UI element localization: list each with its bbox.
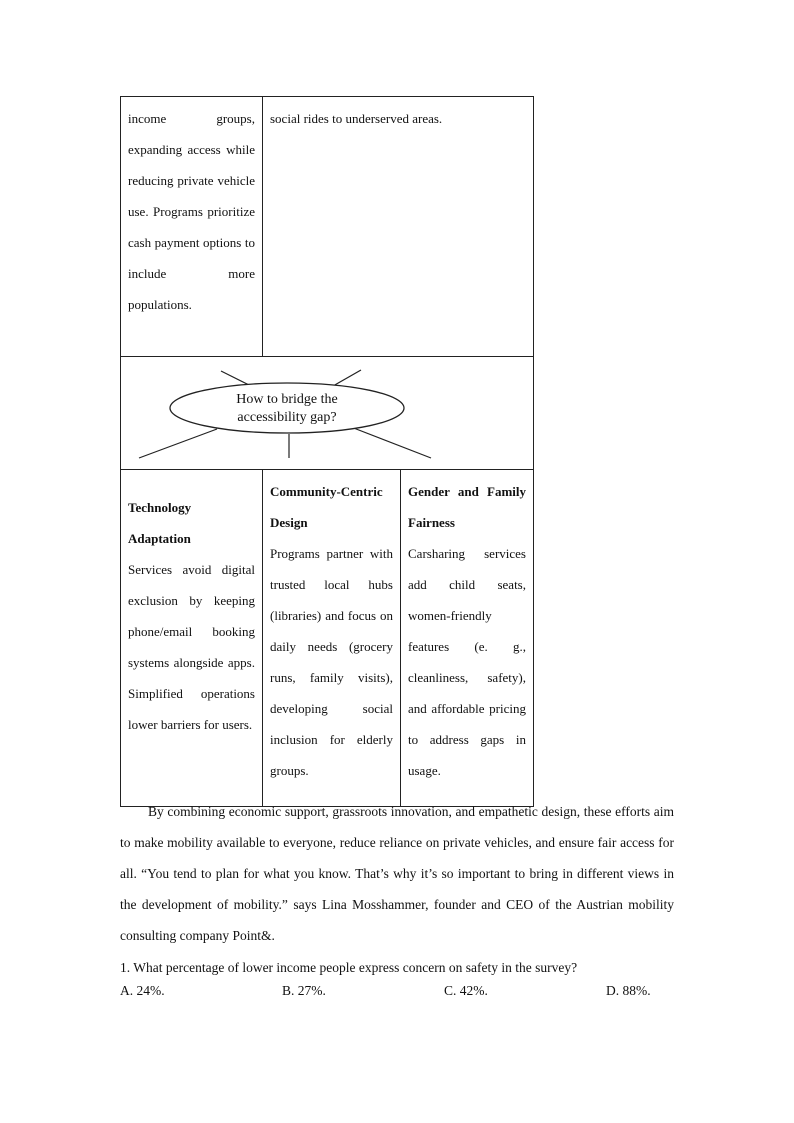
bubble-text-line1: How to bridge the: [236, 392, 338, 407]
table-row: [121, 470, 534, 807]
table-row: [121, 97, 534, 357]
table-row: [121, 357, 534, 470]
column-heading: Adaptation: [128, 531, 191, 546]
option-b: B. 27%.: [282, 983, 326, 998]
bubble-diagram: [121, 357, 534, 472]
column-body: Services avoid digital exclusion by keeping phone/email booking systems alongside apps. Simplified operations lower barriers for users.: [128, 562, 255, 732]
column-heading: Community-Centric Design: [270, 484, 383, 530]
question-text: 1. What percentage of lower income people express concern on safety in the survey?: [120, 960, 578, 975]
column-technology-adaptation: [121, 470, 263, 807]
column-gender-family-fairness: [401, 470, 534, 807]
column-body: Programs partner with trusted local hubs (libraries) and focus on daily needs (grocery runs, family visits), developing social inclusion for elderly groups.: [270, 546, 393, 778]
body-paragraph: By combining economic support, grassroots innovation, and empathetic design, these efforts aim to make mobility available to everyone, reduce reliance on private vehicles, and ensure fair access for all. “You tend to plan for what you know. That’s why it’s so important to bring in different views in the development of mobility.” says Lina Mosshammer, founder and CEO of the Austrian mobility consulting company Point&.: [120, 804, 674, 943]
accessibility-table: [120, 96, 534, 807]
column-heading: Technology: [128, 500, 192, 515]
bubble-text-line2: accessibility gap?: [237, 410, 337, 425]
spoke-line: [333, 370, 361, 386]
bubble-ellipse: [170, 383, 404, 433]
bubble-diagram-cell: [121, 357, 534, 470]
column-heading: Gender and Family Fairness: [408, 484, 526, 530]
option-a: A. 24%.: [120, 983, 165, 998]
table-cell-income-groups: income groups, expanding access while reducing private vehicle use. Programs prioritize cash payment options to include more populations.: [121, 97, 263, 357]
column-community-centric-design: [263, 470, 401, 807]
option-c: C. 42%.: [444, 983, 488, 998]
spoke-line: [351, 427, 431, 458]
spoke-line: [139, 429, 217, 458]
table-cell-social-rides: social rides to underserved areas.: [263, 97, 534, 357]
column-body: Carsharing services add child seats, women-friendly features (e. g., cleanliness, safety), and affordable pricing to address gaps in usage.: [408, 546, 526, 778]
option-d: D. 88%.: [606, 983, 651, 998]
